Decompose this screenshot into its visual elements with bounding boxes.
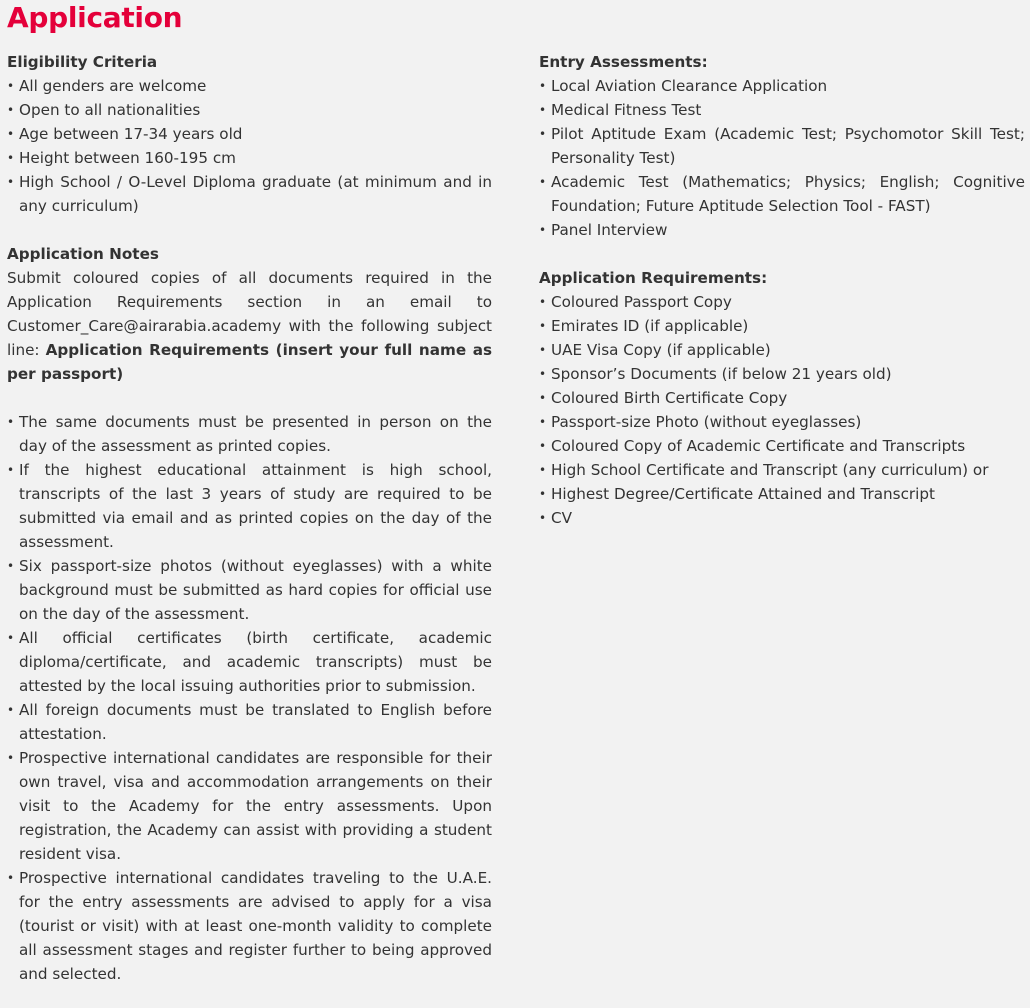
eligibility-heading: Eligibility Criteria	[7, 53, 158, 71]
list-item: • Medical Fitness Test	[539, 98, 1025, 122]
list-item: • Academic Test (Mathematics; Physics; English; Cognitive Foundation; Future Aptitude Selection Tool - FAST)	[539, 170, 1025, 218]
list-item: • Local Aviation Clearance Application	[539, 74, 1025, 98]
notes-paragraph	[7, 266, 492, 386]
eligibility-list	[7, 74, 492, 218]
list-item: • Open to all nationalities	[7, 98, 492, 122]
list-item: • If the highest educational attainment is high school, transcripts of the last 3 years of study are required to be submitted via email and as printed copies on the day of the assessment.	[7, 458, 492, 554]
list-item: • Prospective international candidates are responsible for their own travel, visa and accommodation arrangements on their visit to the Academy for the entry assessments. Upon registration, the Academy can assist with providing a student resident visa.	[7, 746, 492, 866]
list-item: • Passport-size Photo (without eyeglasses)	[539, 410, 1025, 434]
entry-assessments-list	[539, 74, 1025, 242]
list-item: • High School Certificate and Transcript (any curriculum) or	[539, 458, 1025, 482]
list-item: • CV	[539, 506, 1025, 530]
requirements-list	[539, 290, 1025, 530]
spacer	[7, 386, 492, 410]
list-item: • Coloured Birth Certificate Copy	[539, 386, 1025, 410]
list-item: • All genders are welcome	[7, 74, 492, 98]
list-item: • All official certificates (birth certificate, academic diploma/certificate, and academic transcripts) must be attested by the local issuing authorities prior to submission.	[7, 626, 492, 698]
notes-intro: Submit coloured copies of all documents required in the Application Requirements section in an email to Customer_Care@airarabia.academy with the following subject line:	[7, 269, 492, 359]
left-column	[7, 50, 492, 986]
list-item: • Highest Degree/Certificate Attained and Transcript	[539, 482, 1025, 506]
list-item: • Panel Interview	[539, 218, 1025, 242]
requirements-heading: Application Requirements:	[539, 269, 768, 287]
page-title: Application	[7, 1, 183, 34]
spacer	[7, 218, 492, 242]
list-item: • Height between 160-195 cm	[7, 146, 492, 170]
subject-line: Application Requirements (insert your full name as per passport)	[7, 341, 492, 383]
list-item: • Six passport-size photos (without eyeglasses) with a white background must be submitted as hard copies for official use on the day of the assessment.	[7, 554, 492, 626]
list-item: • Coloured Passport Copy	[539, 290, 1025, 314]
list-item: • Emirates ID (if applicable)	[539, 314, 1025, 338]
spacer	[539, 242, 1025, 266]
notes-heading: Application Notes	[7, 245, 159, 263]
list-item: • Coloured Copy of Academic Certificate and Transcripts	[539, 434, 1025, 458]
list-item: • The same documents must be presented in person on the day of the assessment as printed copies.	[7, 410, 492, 458]
notes-list	[7, 410, 492, 986]
list-item: • UAE Visa Copy (if applicable)	[539, 338, 1025, 362]
list-item: • High School / O-Level Diploma graduate (at minimum and in any curriculum)	[7, 170, 492, 218]
list-item: • Sponsor’s Documents (if below 21 years old)	[539, 362, 1025, 386]
list-item: • All foreign documents must be translated to English before attestation.	[7, 698, 492, 746]
entry-assessments-heading: Entry Assessments:	[539, 53, 708, 71]
right-column	[539, 50, 1025, 530]
list-item: • Age between 17-34 years old	[7, 122, 492, 146]
list-item: • Prospective international candidates traveling to the U.A.E. for the entry assessments are advised to apply for a visa (tourist or visit) with at least one-month validity to complete all assessment stages and register further to being approved and selected.	[7, 866, 492, 986]
list-item: • Pilot Aptitude Exam (Academic Test; Psychomotor Skill Test; Personality Test)	[539, 122, 1025, 170]
